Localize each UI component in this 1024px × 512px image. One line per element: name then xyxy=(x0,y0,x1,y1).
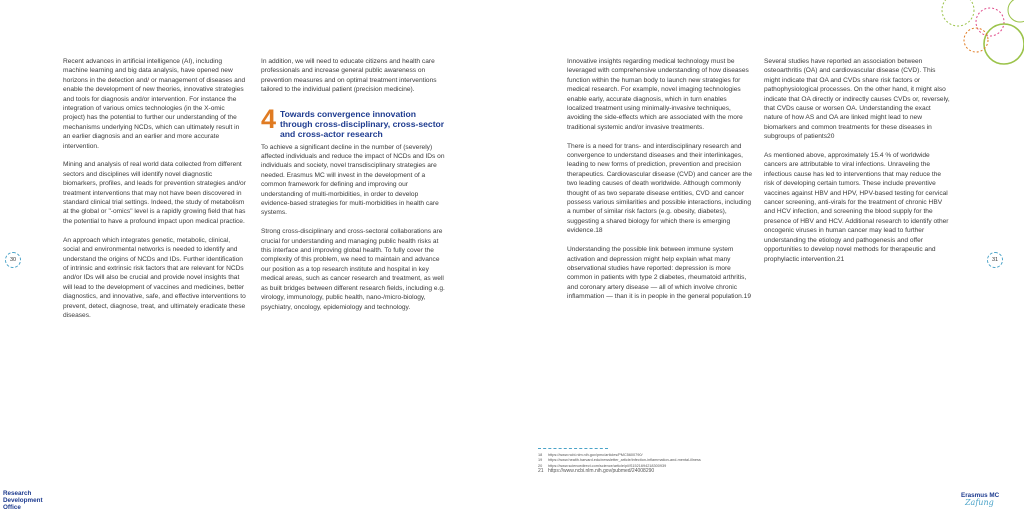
paragraph: To achieve a significant decline in the number of (severely) affected individuals and reduce the impact of NCDs and IDs on individuals and society, novel transdisciplinary strategies are needed. Erasmus MC will invest in the development of a common framework for defining and improving our understanding of multi-morbidities, in order to develop evidence-based strategies for multi-morbidities in health care systems. xyxy=(261,143,445,217)
column-1 xyxy=(63,57,248,330)
logo-line: Research xyxy=(3,490,32,497)
paragraph: An approach which integrates genetic, metabolic, clinical, social and environmental networks is needed to identify and understand the origins of NCDs and IDs. Further identification of intrinsic and extrinsic risk factors that are relevant for NCDs and/or IDs will also be crucial and provide novel insights that will lead to the development of vaccines and medicines, better diagnostics, and innovative, safe, and effective interventions to prevent, detect, diagnose, treat, and ultimately eradicate these diseases. xyxy=(63,236,246,319)
footnote-number: 18 xyxy=(538,453,543,457)
page-number-right xyxy=(987,252,1003,268)
research-development-office-logo xyxy=(3,491,43,511)
section-number: 4 xyxy=(261,103,277,134)
page-number-right-text: 31 xyxy=(991,257,999,263)
footnote-link[interactable]: https://www.ncbi.nlm.nih.gov/pmc/articles/PMC5600790/ xyxy=(548,453,643,457)
footnote-link[interactable]: https://www.ncbi.nlm.nih.gov/pubmed/24008290 xyxy=(548,468,655,475)
paragraph: In addition, we will need to educate citizens and health care professionals and increase general public awareness on prevention measures and on optimal treatment interventions tailored to the individual patient (precision medicine). xyxy=(261,58,437,94)
page-number-left-text: 30 xyxy=(9,257,17,263)
paragraph: Recent advances in artificial intelligence (AI), including machine learning and big data analysis, have opened new horizons in the detection and/ or management of diseases and enable the development of new theories, innovative strategies and tools for diagnosis and/or intervention. For instance the integration of various omics technologies (in the X-omic project) has the potential to further our understanding of the mechanisms underlying NCDs, which can ultimately result in an earlier diagnosis and an earlier and more accurate intervention. xyxy=(63,58,246,150)
paragraph: Mining and analysis of real world data collected from different sectors and disciplines will identify novel diagnostic biomarkers, profiles, and leads for prevention strategies and/or treatment interventions that may not have been discovered in standard clinical trial settings. Indeed, the study of metabolism at the global or "-omics" level is a rapidly growing field that has the potential to have a profound impact upon medical practice. xyxy=(63,161,246,225)
page-number-left xyxy=(5,252,21,268)
footnotes xyxy=(538,448,818,475)
footnote-number: 20 xyxy=(538,463,543,468)
logo-line: Development xyxy=(3,496,43,504)
logo-line: Office xyxy=(3,503,21,511)
footnote-divider xyxy=(538,448,608,449)
paragraph: Understanding the possible link between immune system activation and depression might help explain what many observational studies have reported: depression is more common in patients with type 2 diabetes, rheumatoid arthritis, and coronary artery disease — all of which involve chronic inflammation — than it is in people in the general population.19 xyxy=(567,246,752,301)
footnote-number: 19 xyxy=(538,458,543,463)
column-4 xyxy=(764,57,950,273)
logo-name: Erasmus MC xyxy=(961,492,1000,499)
footnote-link[interactable]: https://www.health.harvard.edu/newsletter_article/infection-inflammation-and-mental-illness xyxy=(548,458,701,463)
paragraph: There is a need for trans- and interdisciplinary research and convergence to understand diseases and their interlinkages, leading to new forms of prediction, prevention and precision therapeutics. Cardiovascular disease (CVD) and cancer are the two leading causes of death worldwide. Although commonly thought of as two separate disease entities, CVD and cancer possess various similarities and possible interactions, including a number of similar risk factors (e.g. obesity, diabetes), suggesting a shared biology for which there is emerging evidence.18 xyxy=(567,142,753,235)
section-title: Towards convergence innovation through cross-disciplinary, cross-sector and cross-actor research xyxy=(280,108,445,139)
paragraph: Several studies have reported an association between osteoarthritis (OA) and cardiovascular disease (CVD). This might indicate that OA and CVDs share risk factors or pathophysiological processes. On the other hand, it might also indicate that OA directly or indirectly causes CVDs or, reversely, that CVDs cause or worsen OA. Understanding the exact nature of how AS and OA are linked might lead to new biomarkers and common treatments for these diseases in subgroups of patients20 xyxy=(764,58,950,141)
paragraph: Innovative insights regarding medical technology must be leveraged with comprehensive understanding of how diseases function within the human body to launch new strategies for medical research. For example, novel imaging technologies enable early, accurate diagnosis, which in turn enables localized treatment using minimally-invasive techniques, avoiding the side-effects which are associated with the more traditional systemic and/or invasive treatments. xyxy=(567,58,749,131)
footnote-link[interactable]: https://www.sciencedirect.com/science/article/pii/S1521694218300939 xyxy=(548,463,667,468)
footnote xyxy=(538,469,818,474)
footnote-number: 21 xyxy=(538,468,544,475)
erasmus-mc-logo xyxy=(961,492,999,507)
column-3 xyxy=(567,57,753,311)
paragraph: Strong cross-disciplinary and cross-sectoral collaborations are crucial for understanding and managing public health risks at this interface and improving global health. To fully cover the complexity of this problem, we need to maintain and advance our position as a top research institute and hospital in key medical areas, such as cancer research and treatment, as well as built bridges between different research fields, including e.g. virology, immunology, public health, nano-/micro-biology, psychiatry, oncology, epidemiology and technology. xyxy=(261,228,445,311)
logo-script: Zafung xyxy=(965,498,994,507)
paragraph: As mentioned above, approximately 15.4 % of worldwide cancers are attributable to viral infections. Unraveling the infectious cause has led to interventions that may reduce the risk of developing certain tumors. These include preventive vaccines against HBV and HPV, HPV-based testing for cervical cancer screening, anti-virals for the treatment of chronic HBV and HCV infection, and screening the blood supply for the presence of HBV and HCV. Additional research to identify other oncogenic viruses in human cancer may lead to further understanding the etiology and pathogenesis and offer opportunities to develop novel methods for therapeutic and prophylactic intervention.21 xyxy=(764,152,949,263)
section-heading xyxy=(261,103,447,139)
column-2 xyxy=(261,57,447,321)
